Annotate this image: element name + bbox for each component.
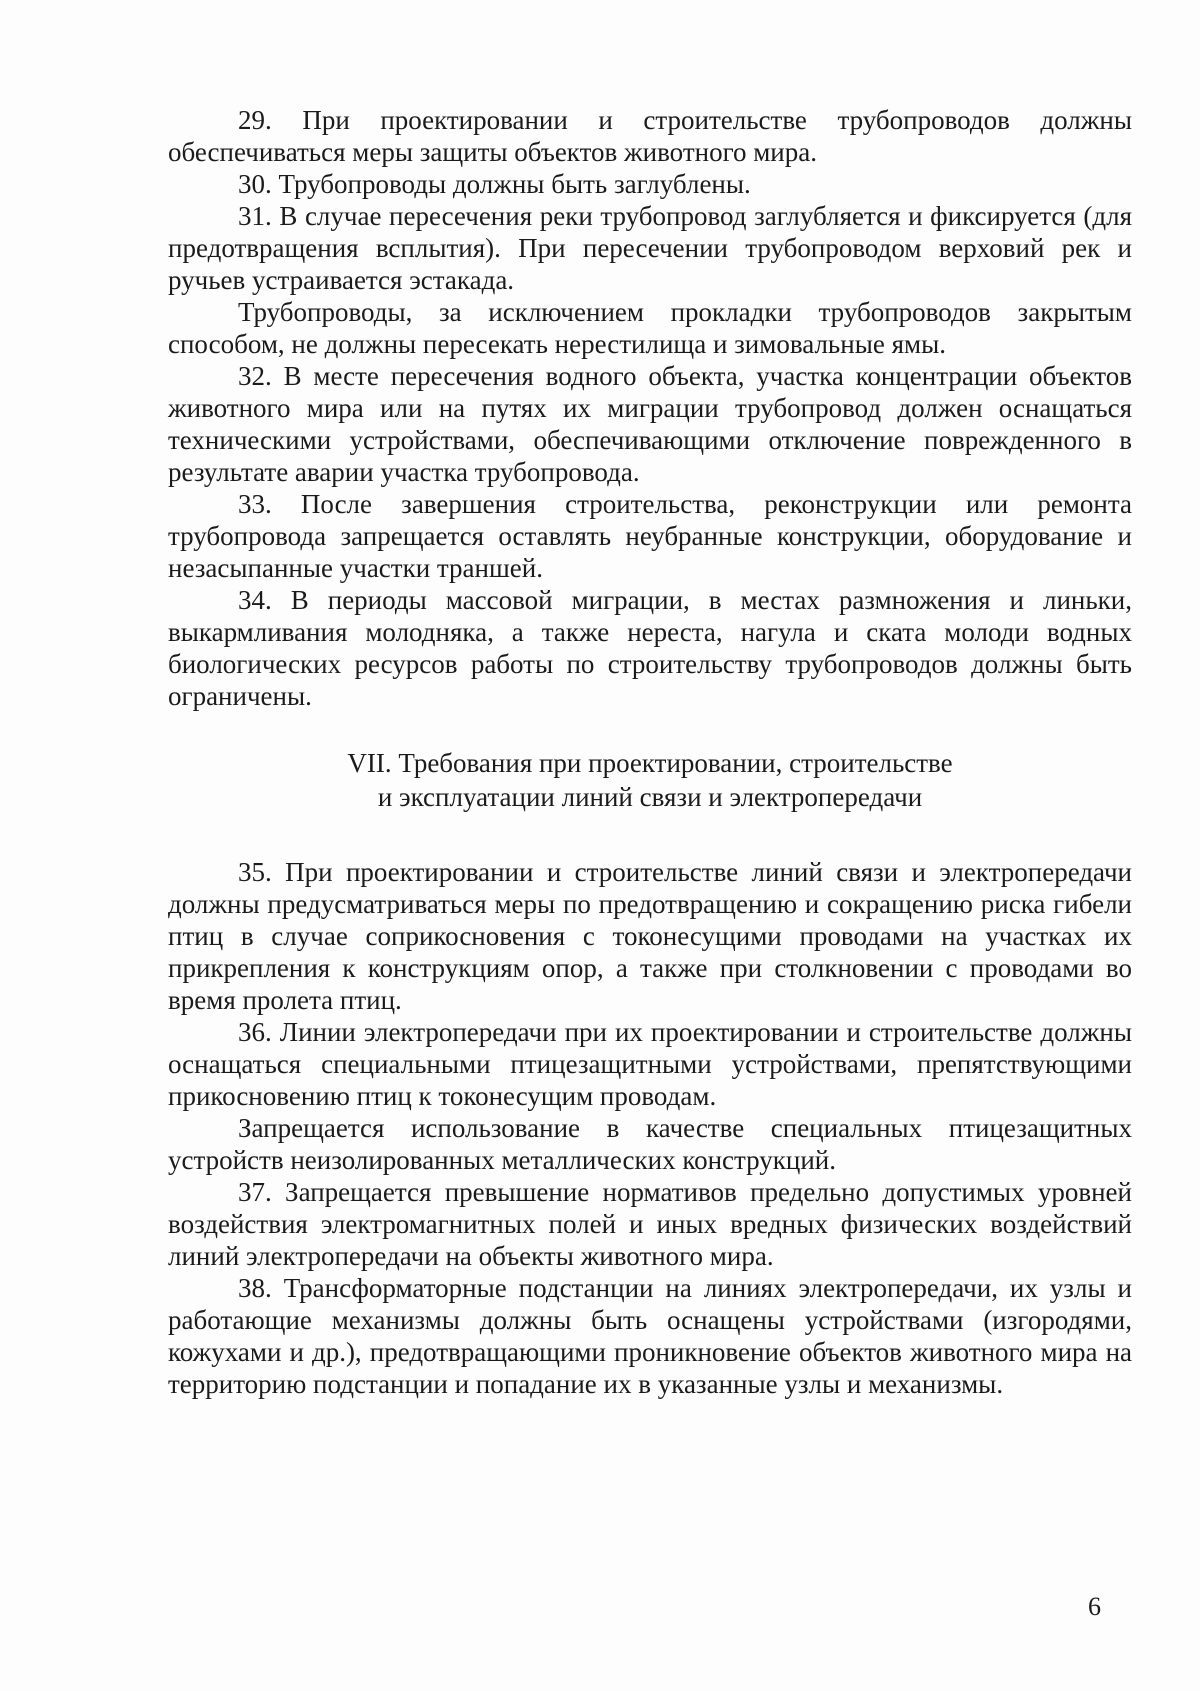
section-heading-line-2: и эксплуатации линий связи и электропередачи: [377, 782, 923, 812]
paragraph-32: 32. В месте пересечения водного объекта, участка концентрации объектов животного мира или на путях их миграции трубопровод должен оснащаться техническими устройствами, обеспечивающими отключение поврежденного в результате аварии участка трубопровода.: [168, 361, 1132, 487]
document-body: [168, 104, 1132, 1400]
paragraph-35: 35. При проектировании и строительстве линий связи и электропередачи должны предусматриваться меры по предотвращению и сокращению риска гибели птиц в случае соприкосновения с токонесущими проводами на участках их прикрепления к конструкциям опор, а также при столкновении с проводами во время пролета птиц.: [168, 857, 1132, 1015]
paragraph-38: 38. Трансформаторные подстанции на линиях электропередачи, их узлы и работающие механизмы должны быть оснащены устройствами (изгородями, кожухами и др.), предотвращающими проникновение объектов животного мира на территорию подстанции и попадание их в указанные узлы и механизмы.: [168, 1273, 1132, 1399]
paragraph-36-continuation: Запрещается использование в качестве специальных птицезащитных устройств неизолированных металлических конструкций.: [168, 1113, 1132, 1175]
paragraph-31-continuation: Трубопроводы, за исключением прокладки трубопроводов закрытым способом, не должны пересекать нерестилища и зимовальные ямы.: [168, 297, 1132, 359]
page-number: 6: [1088, 1592, 1101, 1621]
paragraph-31: 31. В случае пересечения реки трубопровод заглубляется и фиксируется (для предотвращения всплытия). При пересечении трубопроводом верховий рек и ручьев устраивается эстакада.: [168, 201, 1132, 295]
paragraph-33: 33. После завершения строительства, реконструкции или ремонта трубопровода запрещается оставлять неубранные конструкции, оборудование и незасыпанные участки траншей.: [168, 489, 1132, 583]
paragraph-30: 30. Трубопроводы должны быть заглублены.: [238, 169, 751, 199]
paragraph-29: 29. При проектировании и строительстве трубопроводов должны обеспечиваться меры защиты объектов животного мира.: [168, 105, 1132, 167]
section-heading: [168, 746, 1132, 814]
paragraph-37: 37. Запрещается превышение нормативов предельно допустимых уровней воздействия электромагнитных полей и иных вредных физических воздействий линий электропередачи на объекты животного мира.: [168, 1177, 1132, 1271]
section-heading-line-1: VII. Требования при проектировании, строительстве: [347, 748, 953, 778]
paragraph-34: 34. В периоды массовой миграции, в местах размножения и линьки, выкармливания молодняка, а также нереста, нагула и ската молоди водных биологических ресурсов работы по строительству трубопроводов должны быть ограничены.: [168, 585, 1132, 711]
paragraph-36: 36. Линии электропередачи при их проектировании и строительстве должны оснащаться специальными птицезащитными устройствами, препятствующими прикосновению птиц к токонесущим проводам.: [168, 1017, 1132, 1111]
